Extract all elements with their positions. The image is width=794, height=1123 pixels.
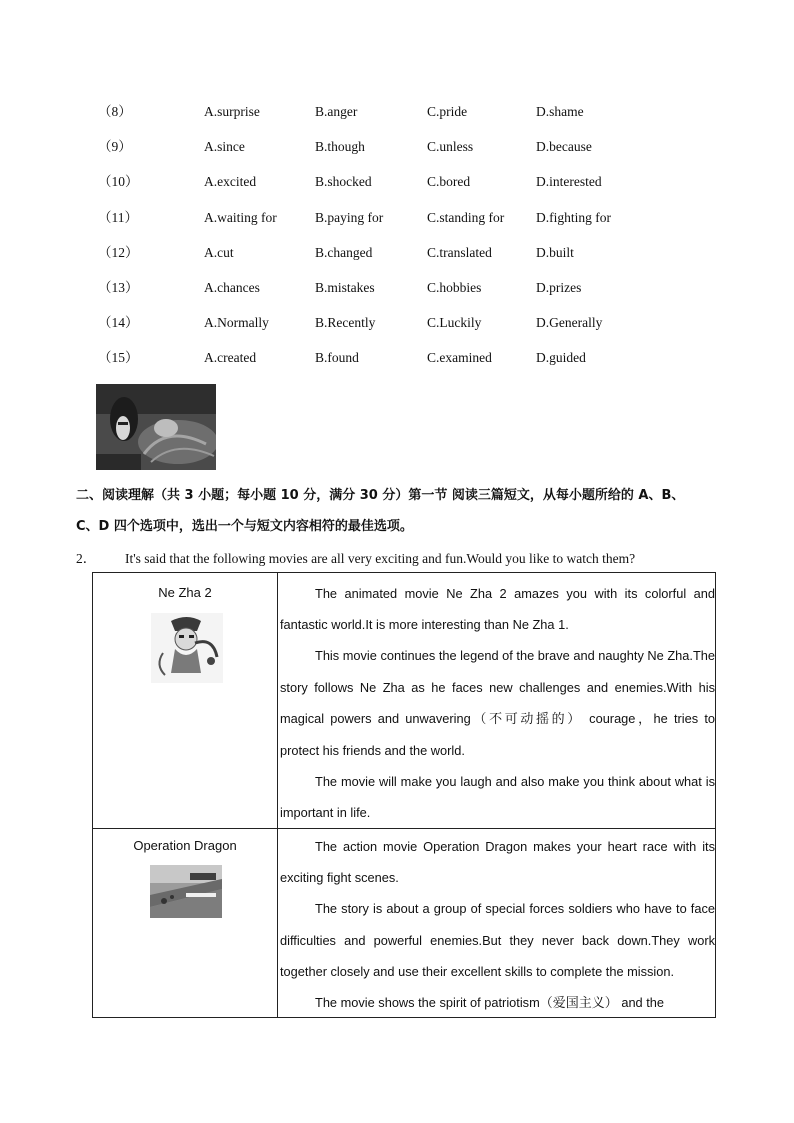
ne-zha-paragraph-3: The movie will make you laugh and also make you think about what is important in life.: [280, 774, 715, 821]
movie-title-operation-dragon: Operation Dragon: [133, 838, 237, 853]
dragon-paragraph-1: The action movie Operation Dragon makes your heart race with its exciting fight scenes.: [280, 839, 715, 886]
option-b: B.Recently: [315, 315, 376, 331]
option-row: [0, 172, 794, 192]
option-row: [0, 313, 794, 333]
option-a: A.cut: [204, 244, 234, 260]
ne-zha-paragraph-1: The animated movie Ne Zha 2 amazes you with its colorful and fantastic world.It is more interesting than Ne Zha 1.: [280, 586, 715, 633]
movie-title-ne-zha: Ne Zha 2: [158, 585, 212, 600]
option-a: A.excited: [204, 174, 257, 190]
operation-dragon-description: [280, 831, 715, 1019]
dragon-p3-rest: and the: [617, 995, 665, 1011]
option-number: （15）: [98, 350, 139, 366]
question-text: It's said that the following movies are all very exciting and fun.Would you like to watch them?: [125, 551, 636, 566]
option-d: D.guided: [536, 350, 586, 366]
option-c: C.bored: [427, 174, 471, 190]
option-row: [0, 208, 794, 228]
operation-dragon-poster: [150, 865, 222, 918]
option-c: C.Luckily: [427, 315, 482, 331]
option-b: B.mistakes: [315, 280, 375, 295]
section-heading-line1: 二、阅读理解（共 3 小题；每小题 10 分，满分 30 分）第一节 阅读三篇短文，从每小题所给的 A、B、: [76, 488, 685, 503]
option-number: （8）: [98, 104, 132, 119]
option-d: D.fighting for: [536, 209, 611, 225]
ne-zha-p2-rest: courage，he tries to protect his friends and the world.: [280, 710, 716, 759]
option-b: B.shocked: [315, 174, 372, 190]
option-row: [0, 278, 794, 298]
option-row: [0, 102, 794, 122]
ne-zha-description: [280, 578, 715, 829]
option-d: D.interested: [536, 174, 602, 190]
dragon-p3-text: The movie shows the spirit of patriotism: [315, 995, 540, 1011]
story-photo: [96, 384, 216, 470]
option-b: B.paying for: [315, 209, 384, 225]
option-d: D.Generally: [536, 315, 603, 331]
question-number: 2．: [76, 551, 97, 566]
movie-table: [92, 572, 716, 1018]
option-b: B.found: [315, 350, 359, 366]
option-row: [0, 243, 794, 263]
option-d: D.built: [536, 244, 574, 260]
option-number: （12）: [98, 244, 139, 260]
option-a: A.chances: [204, 280, 260, 295]
option-a: A.waiting for: [204, 209, 277, 225]
option-number: （13）: [98, 280, 139, 295]
option-c: C.pride: [427, 104, 468, 119]
option-d: D.because: [536, 139, 592, 155]
ne-zha-poster: [151, 613, 223, 683]
option-number: （14）: [98, 315, 139, 331]
option-b: B.changed: [315, 244, 373, 260]
column-divider: [277, 573, 278, 1017]
option-number: （9）: [98, 139, 132, 155]
dragon-p3-gloss: （爱国主义）: [539, 996, 618, 1012]
option-c: C.hobbies: [427, 280, 482, 295]
option-d: D.shame: [536, 104, 584, 119]
option-a: A.Normally: [204, 315, 269, 331]
option-a: A.since: [204, 139, 245, 155]
dragon-paragraph-2: The story is about a group of special forces soldiers who have to face difficulties and powerful enemies.But they never back down.They work together closely and use their excellent skills to complete the mission.: [280, 901, 715, 979]
option-d: D.prizes: [536, 280, 582, 295]
section-heading-line2: C、D 四个选项中，选出一个与短文内容相符的最佳选项。: [76, 519, 413, 534]
option-b: B.anger: [315, 104, 358, 119]
option-c: C.standing for: [427, 209, 505, 225]
option-row: [0, 348, 794, 368]
option-number: （10）: [98, 174, 139, 190]
option-c: C.unless: [427, 139, 474, 155]
option-a: A.created: [204, 350, 257, 366]
option-b: B.though: [315, 139, 365, 155]
option-number: （11）: [98, 209, 138, 225]
ne-zha-paragraph-2: [280, 640, 715, 766]
option-row: [0, 137, 794, 157]
ne-zha-p2-gloss: （不可动摇的）: [470, 711, 583, 727]
option-a: A.surprise: [204, 104, 260, 119]
option-c: C.translated: [427, 244, 492, 260]
dragon-paragraph-3: [280, 987, 715, 1019]
option-c: C.examined: [427, 350, 492, 366]
ne-zha-p2-text: This movie continues the legend of the brave and naughty Ne Zha.The story follows Ne Zha as he faces new challenges and enemies.With his magical powers and unwavering: [280, 648, 715, 726]
